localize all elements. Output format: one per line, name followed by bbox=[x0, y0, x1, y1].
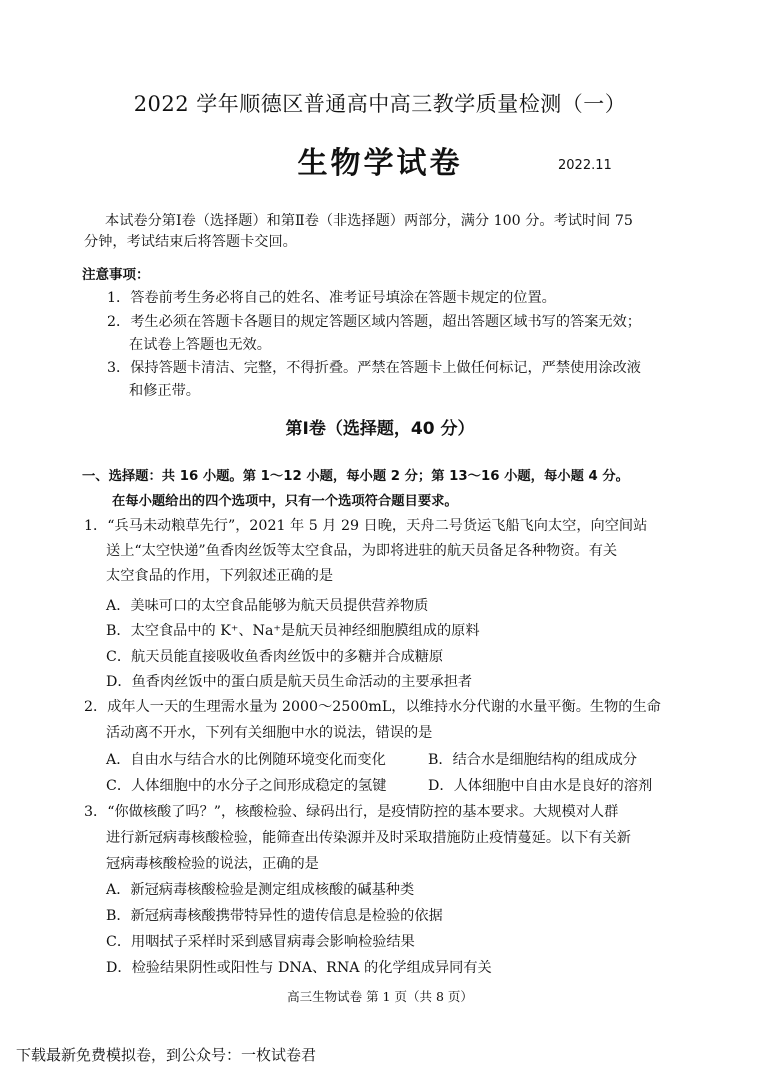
question-option: A．新冠病毒核酸检验是测定组成核酸的碱基种类 bbox=[106, 882, 415, 898]
question-option: A．自由水与结合水的比例随环境变化而变化 bbox=[106, 752, 386, 768]
section-instructions: 一、选择题：共 16 小题。第 1～12 小题，每小题 2 分；第 13～16 小题，每小题 4 分。 bbox=[82, 469, 629, 484]
question-option: B．结合水是细胞结构的组成成分 bbox=[428, 752, 638, 768]
question-option: D．人体细胞中自由水是良好的溶剂 bbox=[428, 778, 653, 794]
question-stem: 2．成年人一天的生理需水量为 2000～2500mL，以维持水分代谢的水量平衡。生物的生命 bbox=[84, 699, 661, 715]
note-item: 2．考生必须在答题卡各题目的规定答题区域内答题，超出答题区域书写的答案无效； bbox=[107, 314, 641, 330]
question-option: A．美味可口的太空食品能够为航天员提供营养物质 bbox=[106, 598, 429, 614]
section-title: 第Ⅰ卷（选择题，40 分） bbox=[285, 419, 475, 439]
subject-title: 生物学试卷 bbox=[297, 146, 463, 181]
question-option: C．用咽拭子采样时采到感冒病毒会影响检验结果 bbox=[106, 934, 415, 950]
question-option: C．航天员能直接吸收鱼香肉丝饭中的多糖并合成糖原 bbox=[106, 649, 444, 665]
exam-date: 2022.11 bbox=[558, 158, 612, 173]
notes-label: 注意事项： bbox=[82, 267, 150, 283]
question-stem: 1．“兵马未动粮草先行”，2021 年 5 月 29 日晚，天舟二号货运飞船飞向太空，向空间站 bbox=[84, 518, 648, 534]
exam-title: 2022 学年顺德区普通高中高三教学质量检测（一） bbox=[133, 92, 627, 116]
note-item-continued: 和修正带。 bbox=[129, 383, 200, 399]
section-instructions: 在每小题给出的四个选项中，只有一个选项符合题目要求。 bbox=[112, 494, 458, 509]
note-item: 3．保持答题卡清洁、完整，不得折叠。严禁在答题卡上做任何标记，严禁使用涂改液 bbox=[107, 360, 641, 376]
note-item-continued: 在试卷上答题也无效。 bbox=[129, 337, 271, 353]
question-option: B．太空食品中的 K⁺、Na⁺是航天员神经细胞膜组成的原料 bbox=[106, 623, 480, 639]
question-stem: 太空食品的作用，下列叙述正确的是 bbox=[106, 568, 334, 584]
question-option: C．人体细胞中的水分子之间形成稳定的氢键 bbox=[106, 778, 387, 794]
intro-line: 本试卷分第Ⅰ卷（选择题）和第Ⅱ卷（非选择题）两部分，满分 100 分。考试时间 75 bbox=[105, 213, 633, 229]
question-option: D．检验结果阴性或阳性与 DNA、RNA 的化学组成异同有关 bbox=[106, 960, 492, 976]
intro-line: 分钟，考试结束后将答题卡交回。 bbox=[84, 234, 297, 250]
question-option: B．新冠病毒核酸携带特异性的遗传信息是检验的依据 bbox=[106, 908, 443, 924]
question-stem: 送上“太空快递”鱼香肉丝饭等太空食品，为即将进驻的航天员备足各种物资。有关 bbox=[106, 543, 618, 559]
page-footer: 高三生物试卷 第 1 页（共 8 页） bbox=[287, 989, 473, 1004]
question-option: D．鱼香肉丝饭中的蛋白质是航天员生命活动的主要承担者 bbox=[106, 674, 473, 690]
question-stem: 进行新冠病毒核酸检验，能筛查出传染源并及时采取措施防止疫情蔓延。以下有关新 bbox=[106, 830, 631, 846]
question-stem: 活动离不开水，下列有关细胞中水的说法，错误的是 bbox=[106, 725, 433, 741]
question-stem: 冠病毒核酸检验的说法，正确的是 bbox=[106, 856, 319, 872]
question-stem: 3．“你做核酸了吗？”，核酸检验、绿码出行，是疫情防控的基本要求。大规模对人群 bbox=[84, 804, 619, 820]
note-item: 1．答卷前考生务必将自己的姓名、准考证号填涂在答题卡规定的位置。 bbox=[107, 290, 556, 306]
promo-text: 下载最新免费模拟卷，到公众号：一枚试卷君 bbox=[16, 1046, 317, 1064]
